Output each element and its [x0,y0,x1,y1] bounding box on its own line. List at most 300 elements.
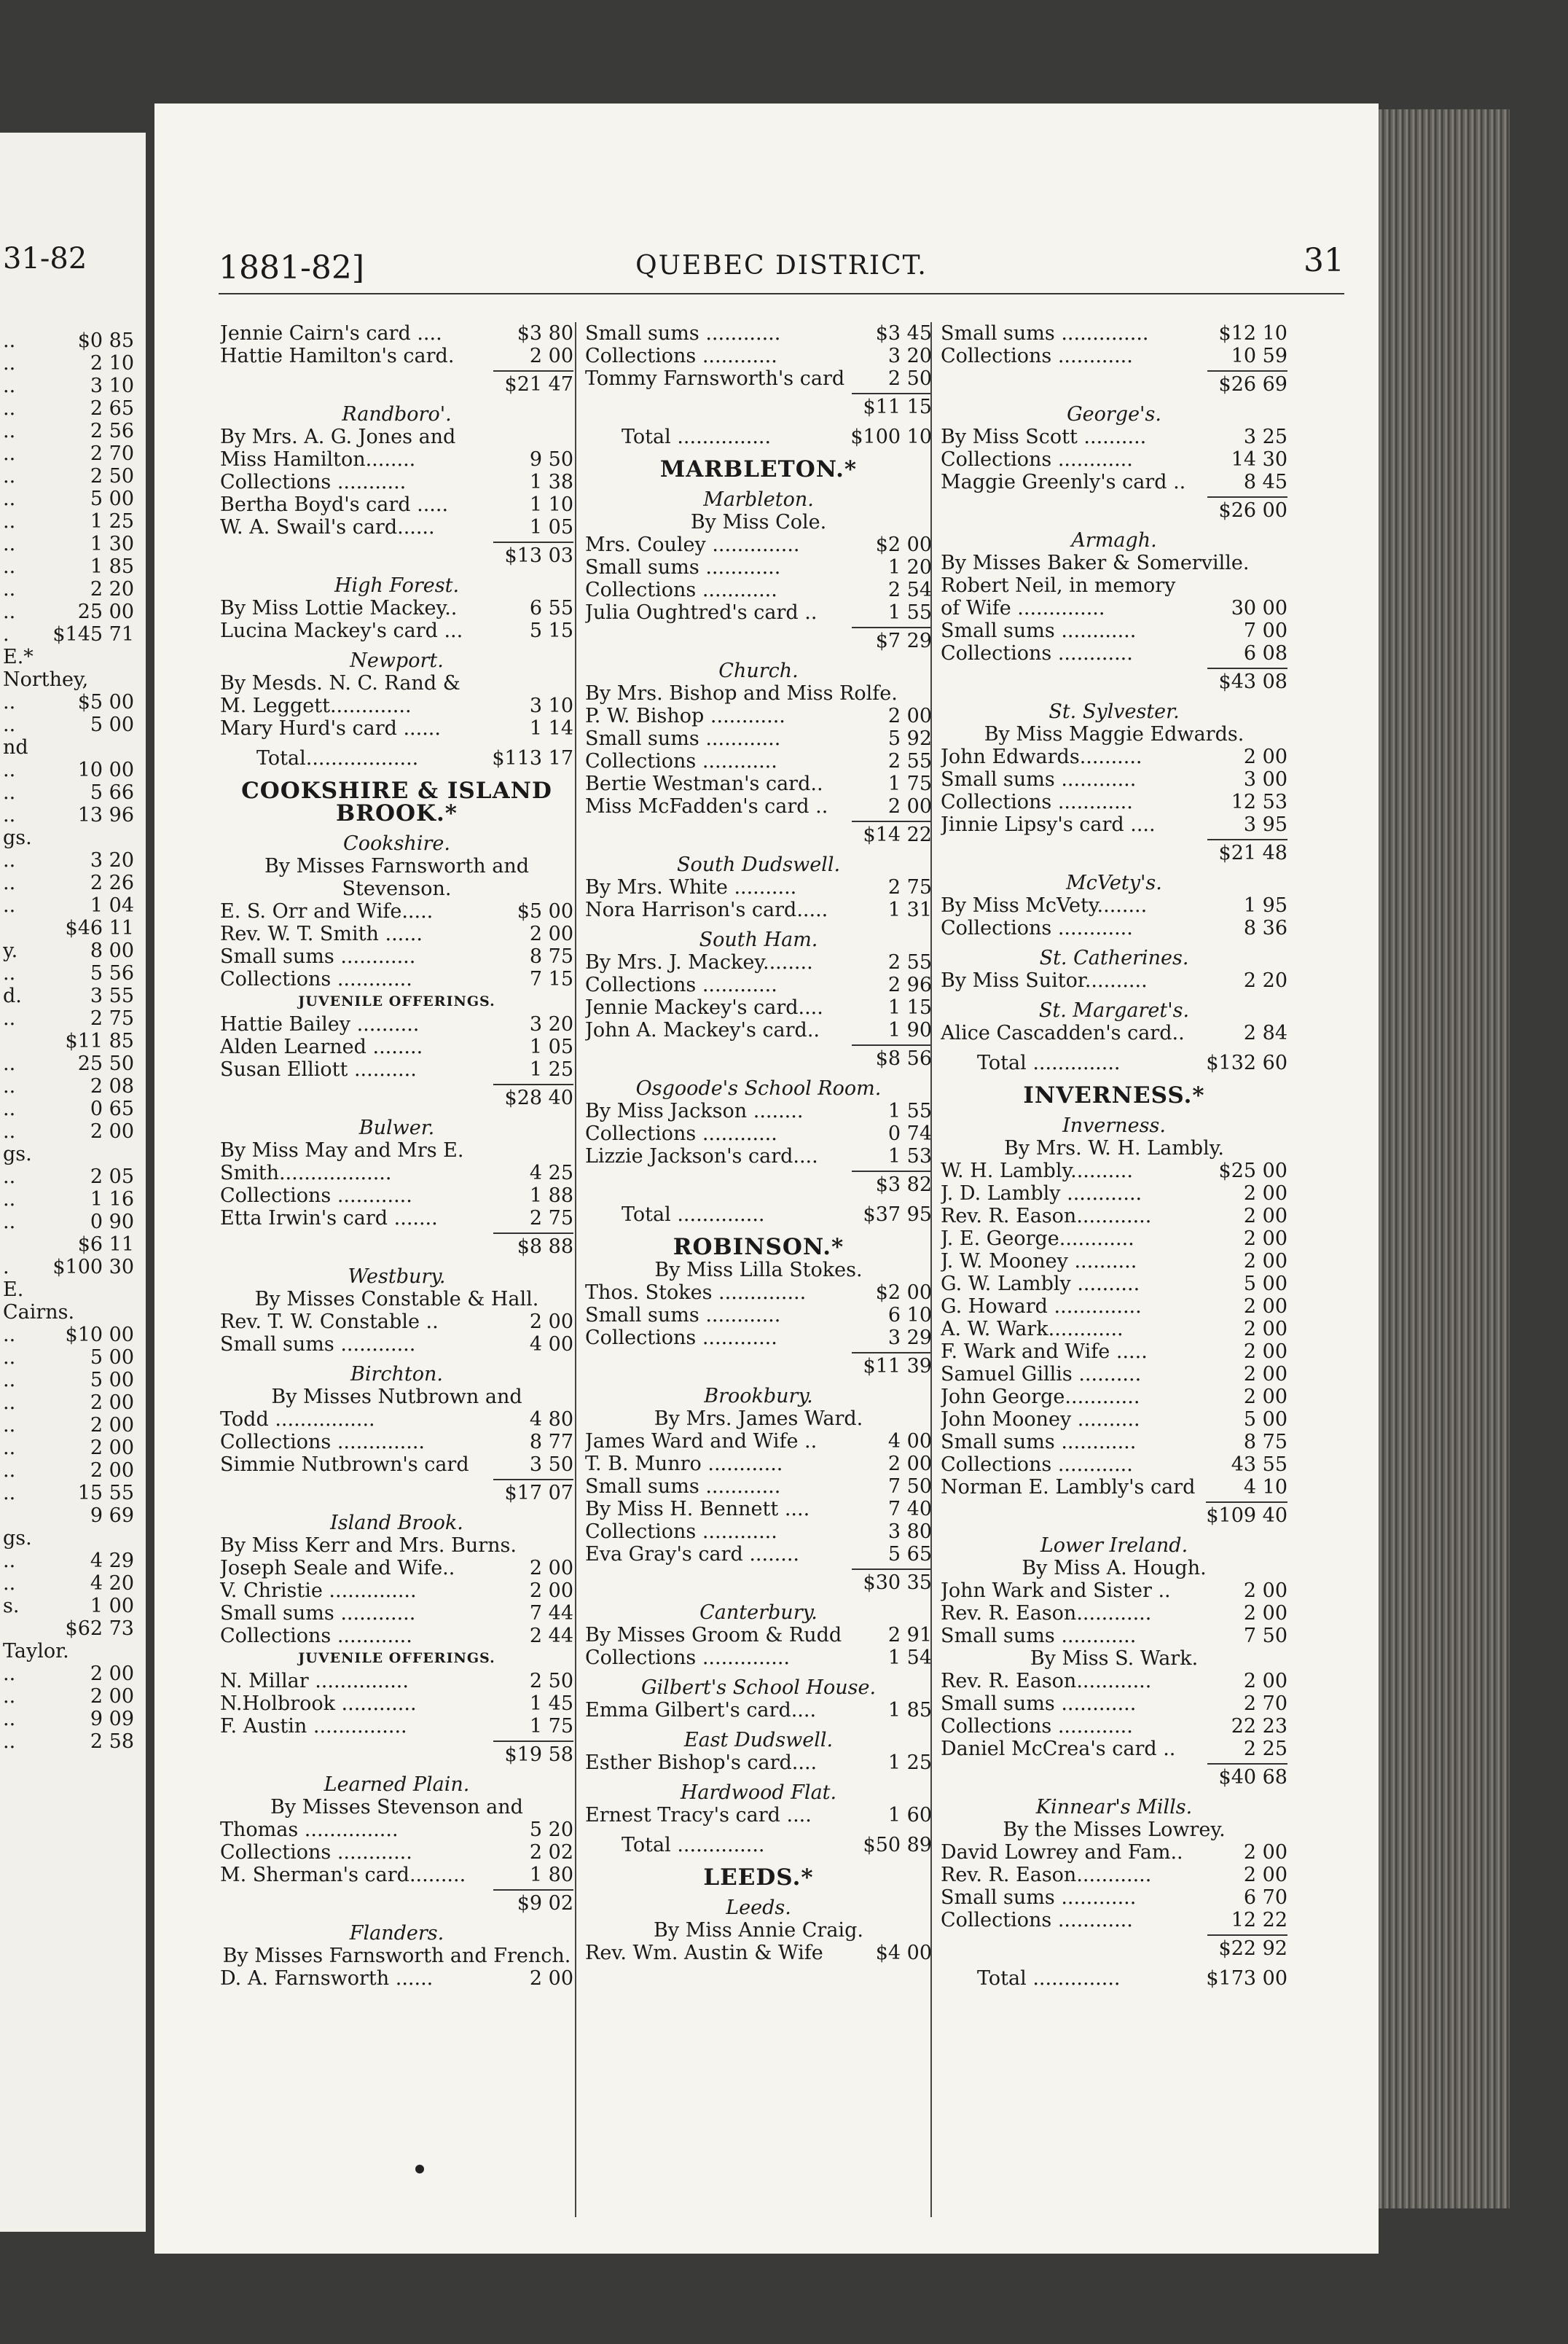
column-3 [930,322,1287,2217]
left-entry-label: .. [3,1482,16,1504]
entry-row [220,1139,573,1162]
left-entry-amount: $62 73 [65,1617,134,1640]
entry-row [585,1475,932,1498]
entry-amount: 5 00 [1243,1273,1287,1295]
entry-label: Small sums .............. [941,322,1149,345]
entry-label: Julia Oughtred's card .. [585,601,818,624]
entry-amount [568,1139,573,1162]
entry-label: John A. Mackey's card.. [585,1019,820,1042]
entry-label: Jennie Cairn's card .... [220,322,442,345]
left-entry-label: .. [3,397,16,420]
entry-row [941,917,1287,939]
entry-amount: 1 55 [887,1100,932,1122]
entry-row [941,768,1287,791]
entry-amount: 2 00 [887,795,932,818]
entry-row [941,1670,1287,1692]
entry-row [941,1227,1287,1250]
entry-row [941,1273,1287,1295]
entry-label: Mary Hurd's card ...... [220,717,441,740]
entry-amount: 8 75 [529,945,573,968]
entry-label: Collections ............ [220,968,412,991]
left-entry-amount: 9 09 [90,1708,134,1730]
subtotal-amount: $109 40 [1206,1501,1287,1527]
entry-label: Collections ............ [941,791,1133,813]
entry-amount: 7 50 [887,1475,932,1498]
entry-amount: 1 14 [529,717,573,740]
entry-amount: $50 89 [863,1834,932,1856]
entry-amount [568,426,573,448]
left-entry-row [3,962,134,985]
collector-line: By Miss Annie Craig. [654,1919,863,1942]
entry-label: P. W. Bishop ............ [585,705,785,727]
entry-amount: 8 36 [1243,917,1287,939]
place-heading: Newport. [350,649,444,672]
subtotal-amount: $11 15 [852,393,932,418]
left-entry-row [3,1685,134,1708]
left-entry-amount: 2 10 [90,352,134,375]
left-entry-label: .. [3,714,16,736]
left-entry-label: .. [3,578,16,601]
entry-amount: 1 95 [1243,894,1287,917]
entry-row [220,448,573,471]
left-entry-amount: $11 85 [65,1030,134,1052]
entry-row [941,894,1287,917]
subtotal-row [220,1232,573,1258]
left-entry-amount: 9 69 [90,1504,134,1527]
entry-amount: 7 00 [1243,620,1287,642]
entry-label: Nora Harrison's card..... [585,899,828,921]
left-entry-label: .. [3,442,16,465]
left-entry-label: Cairns. [3,1301,75,1324]
circuit-heading: MARBLETON.* [659,456,858,483]
left-entry-row [3,1324,134,1346]
left-entry-amount: $6 11 [77,1233,134,1256]
left-entry-amount [128,646,134,668]
entry-amount: 2 00 [529,345,573,367]
subtotal-amount: $3 82 [852,1171,932,1196]
entry-row [941,1160,1287,1182]
entry-amount: 2 25 [1243,1738,1287,1760]
entry-amount: 2 96 [887,974,932,996]
entry-amount: 7 44 [529,1602,573,1625]
entry-label: Small sums ............ [941,1886,1137,1909]
left-page-header: 31-82 [3,242,87,276]
left-entry-row [3,1595,134,1617]
entry-label: Small sums ............ [941,768,1137,791]
juvenile-heading: JUVENILE OFFERINGS. [298,1650,495,1666]
entry-row [941,1408,1287,1431]
place-heading: Church. [718,660,799,682]
left-entry-amount: 3 20 [90,849,134,872]
place-heading: South Ham. [699,929,818,951]
entry-row [220,1602,573,1625]
left-entry-label: .. [3,1346,16,1369]
left-entry-row [3,1640,134,1663]
entry-amount: 1 80 [529,1864,573,1886]
entry-label: John George............ [941,1386,1140,1408]
entry-label: Miss McFadden's card .. [585,795,828,818]
entry-label: John Mooney .......... [941,1408,1140,1431]
total-row [941,1967,1287,1990]
subtotal-row [941,839,1287,864]
entry-row [941,1363,1287,1386]
entry-row [220,1162,573,1184]
entry-row [585,996,932,1019]
entry-label: J. D. Lambly ............ [941,1182,1142,1205]
subtotal-amount: $7 29 [852,627,932,652]
juvenile-heading: JUVENILE OFFERINGS. [298,993,495,1009]
entry-amount: 2 00 [887,1453,932,1475]
entry-label: Collections ............ [941,1715,1133,1738]
collector-line: By Mrs. W. H. Lambly. [1004,1137,1224,1160]
left-entry-amount: 1 30 [90,533,134,555]
subtotal-amount: $21 47 [493,370,573,396]
subtotal-amount: $8 88 [493,1232,573,1258]
left-entry-amount [128,1143,134,1165]
left-entry-amount: 15 55 [77,1482,134,1504]
entry-row [941,552,1287,574]
entry-amount: 1 25 [887,1751,932,1774]
entry-amount: 2 70 [1243,1692,1287,1715]
place-heading: High Forest. [334,574,460,597]
left-entry-row [3,1007,134,1030]
collector-line: By Misses Stevenson and [270,1796,523,1818]
place-heading: Canterbury. [699,1601,818,1624]
entry-row [220,1207,573,1230]
subtotal-row [220,1084,573,1109]
left-entry-label: .. [3,420,16,442]
entry-row [585,1281,932,1304]
left-entry-label: .. [3,804,16,827]
entry-label: By Mrs. White .......... [585,876,797,899]
entry-amount: 1 20 [887,556,932,579]
left-entry-label: .. [3,691,16,714]
subtotal-row [585,1171,932,1196]
entry-label: By Miss Lottie Mackey.. [220,597,458,620]
entry-label: By Misses Baker & Somerville. [941,552,1250,574]
entry-row [585,556,932,579]
entry-amount: 1 15 [887,996,932,1019]
entry-row [585,1646,932,1669]
left-entry-row [3,1256,134,1278]
entry-row [220,1036,573,1058]
left-entry-row [3,1617,134,1640]
entry-row [220,471,573,493]
left-entry-amount: 8 00 [90,939,134,962]
entry-label: Collections ............ [941,1909,1133,1931]
left-entry-row [3,397,134,420]
entry-label: Rev. Wm. Austin & Wife [585,1942,823,1964]
entry-row [941,1692,1287,1715]
place-heading: Armagh. [1071,529,1157,552]
collector-line: By Miss A. Hough. [1022,1557,1207,1579]
entry-row [585,1498,932,1520]
left-entry-amount: 3 55 [90,985,134,1007]
left-entry-row [3,1211,134,1233]
collector-line: By Miss S. Wark. [1030,1647,1199,1670]
left-entry-label: .. [3,1098,16,1120]
entry-row [220,1715,573,1738]
left-entry-label: Taylor. [3,1640,69,1663]
entry-row [941,426,1287,448]
left-entry-row [3,1278,134,1301]
subtotal-amount: $14 22 [852,821,932,846]
entry-amount: 10 59 [1231,345,1287,367]
entry-amount: 3 10 [529,695,573,717]
entry-row [585,1699,932,1722]
entry-amount: 5 92 [887,727,932,750]
left-entry-row [3,420,134,442]
entry-amount: 2 00 [1243,1318,1287,1340]
left-entry-row [3,1414,134,1437]
entry-row [220,1864,573,1886]
entry-row [220,1453,573,1476]
left-entry-amount: 5 66 [90,781,134,804]
entry-amount: $173 00 [1206,1967,1287,1990]
place-heading: St. Margaret's. [1038,999,1190,1022]
place-heading: McVety's. [1066,872,1162,894]
place-heading: Kinnear's Mills. [1035,1796,1193,1818]
entry-amount: 1 55 [887,601,932,624]
entry-row [941,1431,1287,1453]
entry-label: E. S. Orr and Wife..... [220,900,434,923]
entry-amount: 2 00 [1243,1295,1287,1318]
entry-label: Thos. Stokes .............. [585,1281,807,1304]
entry-row [941,969,1287,992]
entry-amount: 2 00 [1243,1602,1287,1625]
entry-amount: $12 10 [1218,322,1287,345]
left-entry-amount: 2 00 [90,1459,134,1482]
subtotal-row [941,370,1287,396]
place-heading: East Dudswell. [683,1729,834,1751]
subtotal-row [220,1889,573,1915]
left-entry-amount: $145 71 [52,623,134,646]
entry-label: Lizzie Jackson's card.... [585,1145,818,1168]
entry-label: Collections ............ [585,1520,777,1543]
entry-row [220,695,573,717]
entry-label: Norman E. Lambly's card [941,1476,1196,1499]
entry-amount: 2 00 [1243,1340,1287,1363]
left-entry-label: gs. [3,1527,32,1550]
entry-label: By Miss Suitor.......... [941,969,1148,992]
entry-row [220,620,573,642]
entry-label: Hattie Hamilton's card. [220,345,455,367]
entry-label: By Miss McVety........ [941,894,1148,917]
entry-amount: 5 15 [529,620,573,642]
subtotal-row [941,668,1287,693]
entry-row [220,1013,573,1036]
left-entry-label: Northey, [3,668,89,691]
subtotal-amount: $22 92 [1207,1934,1287,1960]
left-entry-label: . [3,1256,9,1278]
entry-label: Total ............... [622,426,772,448]
entry-label: W. A. Swail's card...... [220,516,435,539]
left-entry-amount: 0 90 [90,1211,134,1233]
entry-amount: 2 00 [529,1967,573,1990]
total-row [941,1052,1287,1074]
entry-label: N.Holbrook ............ [220,1692,417,1715]
left-entry-amount: 2 00 [90,1391,134,1414]
place-heading: Marbleton. [703,488,814,511]
left-entry-label: .. [3,1685,16,1708]
collector-line: By Misses Constable & Hall. [254,1288,539,1310]
left-entry-amount: 1 16 [90,1188,134,1211]
entry-amount: 2 54 [887,579,932,601]
entry-row [941,1738,1287,1760]
entry-row [941,1864,1287,1886]
left-entry-label: .. [3,488,16,510]
left-entry-label [3,1504,85,1527]
left-entry-row [3,1391,134,1414]
entry-amount: 1 10 [529,493,573,516]
left-entry-row [3,623,134,646]
subtotal-row [585,627,932,652]
entry-label: Small sums ............ [585,727,781,750]
entry-amount: 9 50 [529,448,573,471]
entry-label: Rev. T. W. Constable .. [220,1310,439,1333]
entry-row [941,1841,1287,1864]
place-heading: Leeds. [726,1896,791,1919]
left-entry-amount: 2 00 [90,1437,134,1459]
page [154,103,1379,2254]
entry-row [941,345,1287,367]
left-entry-amount: 4 29 [90,1550,134,1572]
entry-label: Rev. W. T. Smith ...... [220,923,423,945]
left-entry-label: .. [3,1708,16,1730]
entry-row [941,1625,1287,1647]
entry-amount [568,1534,573,1557]
left-entry-amount: $100 30 [52,1256,134,1278]
left-entry-row [3,601,134,623]
entry-label: By Mesds. N. C. Rand & [220,672,460,695]
place-heading: Cookshire. [343,832,450,855]
left-entry-row [3,1437,134,1459]
left-entry-amount: 2 00 [90,1414,134,1437]
entry-row [941,1909,1287,1931]
entry-amount: 6 70 [1243,1886,1287,1909]
left-entry-label: s. [3,1595,20,1617]
entry-label: Collections ............ [585,345,777,367]
entry-row [941,322,1287,345]
entry-amount: 6 10 [887,1304,932,1327]
entry-label: Collections ............ [585,579,777,601]
entry-label: Etta Irwin's card ....... [220,1207,438,1230]
subtotal-amount: $11 39 [852,1352,932,1378]
header-title: QUEBEC DISTRICT. [635,251,928,281]
entry-label: Small sums ............ [585,322,781,345]
entry-amount: 7 40 [887,1498,932,1520]
entry-row [585,876,932,899]
entry-row [220,516,573,539]
left-entry-row [3,1143,134,1165]
entry-row [941,620,1287,642]
entry-row [585,1145,932,1168]
left-entry-amount: 2 56 [90,420,134,442]
entry-row [941,1022,1287,1044]
entry-amount: $37 95 [863,1203,932,1226]
entry-row [220,968,573,991]
entry-row [585,1019,932,1042]
left-entry-label: .. [3,329,16,352]
entry-row [220,345,573,367]
entry-label: Small sums ............ [941,1692,1137,1715]
entry-amount: 3 25 [1243,426,1287,448]
entry-row [585,1804,932,1827]
collector-line: By Miss Lilla Stokes. [654,1259,863,1281]
entry-label: Total.................. [256,747,419,770]
running-head [219,235,1344,294]
entry-row [941,471,1287,493]
left-entry-label: .. [3,1391,16,1414]
left-entry-label: .. [3,1007,16,1030]
left-entry-row [3,1346,134,1369]
left-entry-amount: 2 00 [90,1663,134,1685]
left-entry-amount: 2 00 [90,1685,134,1708]
entry-amount: 4 00 [529,1333,573,1356]
entry-amount: 1 05 [529,516,573,539]
left-entry-row [3,1527,134,1550]
left-entry-amount: 5 00 [90,1346,134,1369]
entry-amount: 2 00 [529,1310,573,1333]
entry-amount: 30 00 [1231,597,1287,620]
circuit-heading: ROBINSON.* [673,1234,844,1260]
left-entry-row [3,1233,134,1256]
entry-label: Bertha Boyd's card ..... [220,493,449,516]
left-page-column [3,329,134,1753]
total-row [220,747,573,770]
entry-row [941,1602,1287,1625]
circuit-heading: LEEDS.* [703,1864,814,1891]
left-entry-amount: 4 20 [90,1572,134,1595]
entry-row [941,642,1287,665]
entry-amount: $2 00 [875,1281,932,1304]
entry-row [220,1534,573,1557]
subtotal-row [941,1934,1287,1960]
left-entry-row [3,646,134,668]
left-entry-row [3,939,134,962]
entry-amount: $113 17 [492,747,573,770]
entry-label: Collections ............ [585,974,777,996]
left-entry-amount: 25 50 [77,1052,134,1075]
subtotal-row [941,1501,1287,1527]
left-entry-amount: 5 00 [90,1369,134,1391]
entry-row [585,579,932,601]
left-entry-amount: 2 50 [90,465,134,488]
place-heading: Bulwer. [358,1117,435,1139]
subtotal-row [585,1352,932,1378]
entry-row [220,1058,573,1081]
entry-label: Tommy Farnsworth's card [585,367,845,390]
left-entry-label: .. [3,781,16,804]
entry-row [220,1431,573,1453]
left-entry-label: .. [3,1550,16,1572]
entry-row [941,1453,1287,1476]
left-entry-row [3,555,134,578]
entry-row [585,1942,932,1964]
entry-row [941,746,1287,768]
entry-label: Collections .............. [220,1431,426,1453]
left-entry-label [3,1030,60,1052]
left-entry-row [3,488,134,510]
entry-amount: 2 00 [1243,1363,1287,1386]
entry-row [941,1579,1287,1602]
left-entry-row [3,894,134,917]
entry-label: N. Millar ............... [220,1670,409,1692]
left-entry-amount: 25 00 [77,601,134,623]
entry-row [220,1670,573,1692]
left-entry-row [3,1708,134,1730]
place-heading: Osgoode's School Room. [635,1077,882,1100]
